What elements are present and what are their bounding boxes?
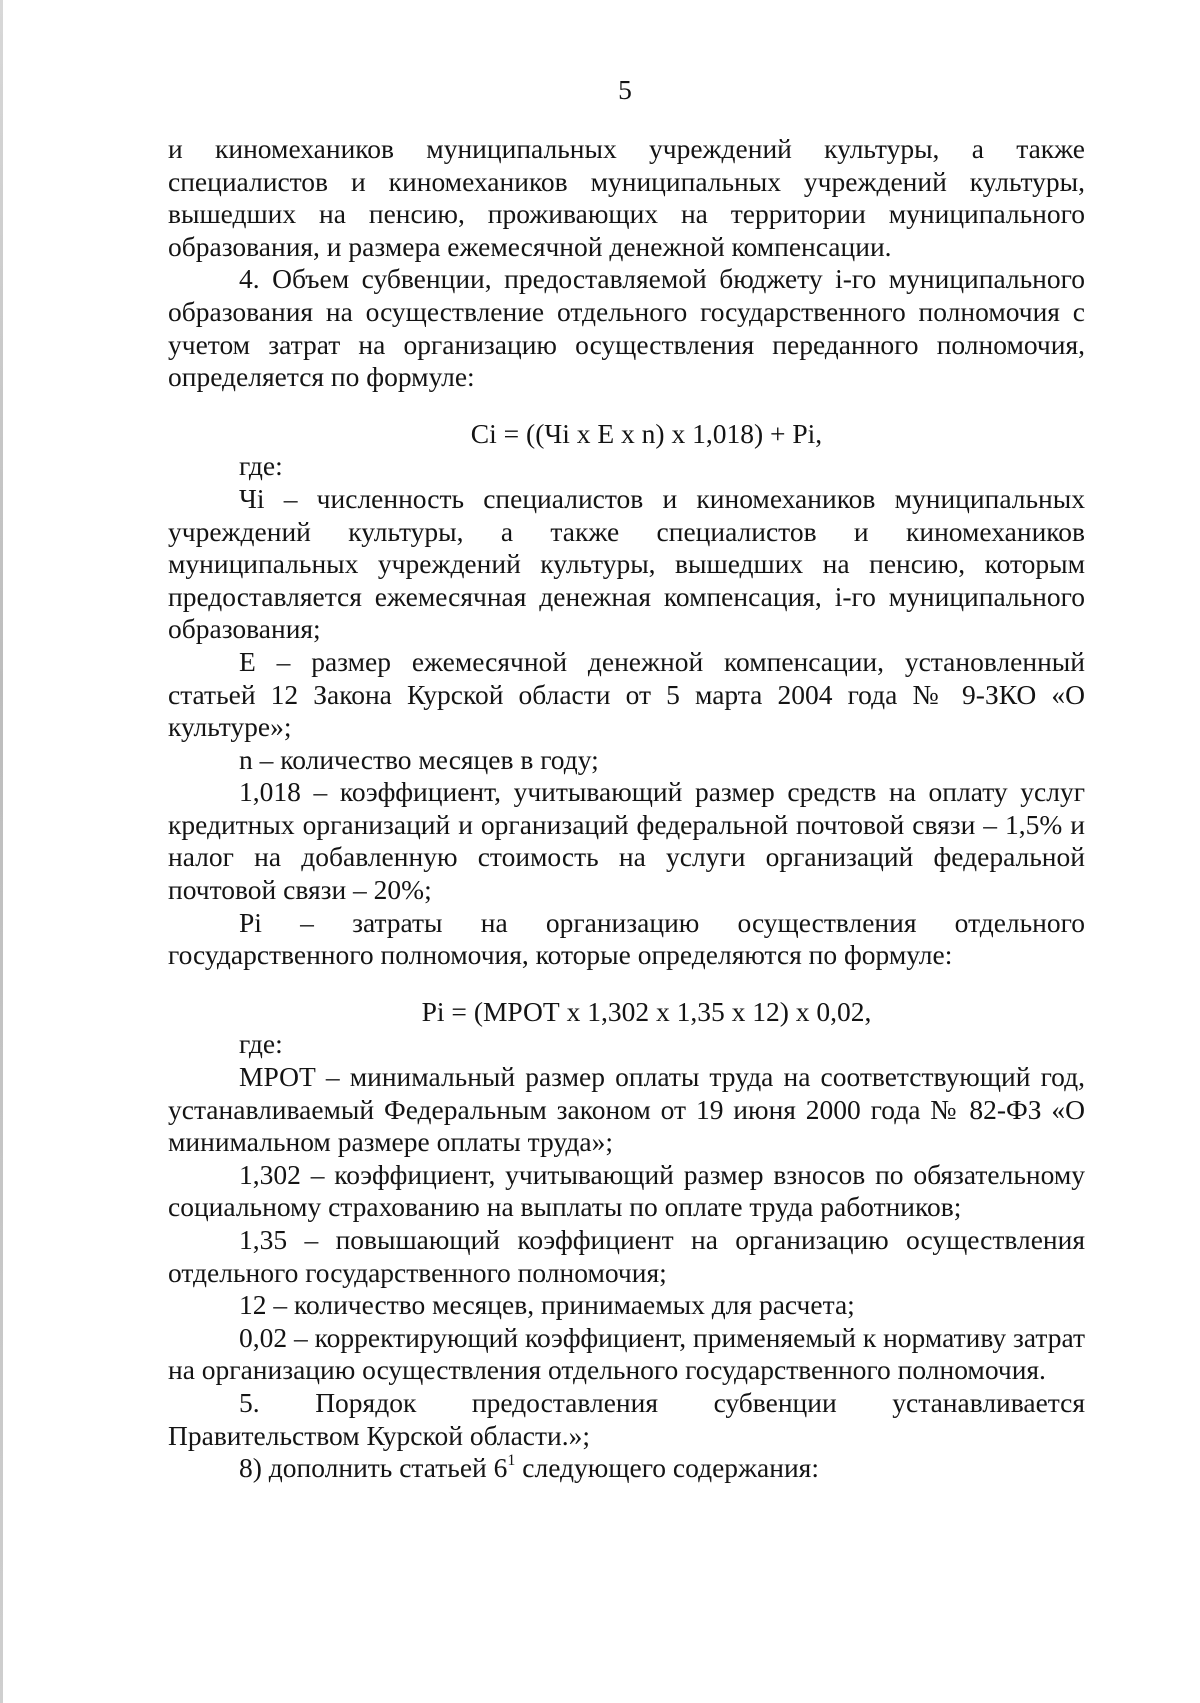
definition-1018: 1,018 – коэффициент, учитывающий размер средств на оплату услуг кредитных организаций и организаций федеральной почтовой связи – 1,5% и налог на добавленную стоимость на услуги организаций федеральной почтовой связи – 20%;: [168, 776, 1085, 906]
where-label-2: где:: [239, 1028, 283, 1060]
formula-costs: Pi = (МРОТ x 1,302 x 1,35 x 12) x 0,02,: [421, 995, 872, 1027]
definition-pi: Pi – затраты на организацию осуществления отдельного государственного полномочия, которые определяются по формуле:: [168, 906, 1085, 971]
paragraph-item-5: 5. Порядок предоставления субвенции устанавливается Правительством Курской области.»;: [168, 1386, 1085, 1451]
where-label: где:: [239, 450, 283, 482]
scan-edge: [0, 0, 3, 1703]
page-number: 5: [618, 74, 632, 105]
item-8-text: 8) дополнить статьей 6: [239, 1452, 508, 1484]
item-8-text-end: следующего содержания:: [515, 1452, 819, 1484]
definition-135: 1,35 – повышающий коэффициент на организацию осуществления отдельного государственного полномочия;: [168, 1224, 1085, 1288]
article-superscript: 1: [507, 1452, 516, 1470]
definition-chi: Чi – численность специалистов и киномехаников муниципальных учреждений культуры, а также специалистов и киномехаников муниципальных учреждений культуры, вышедших на пенсию, которым предоставляется ежемесячная денежная компенсация, i-го муниципального образования;: [168, 482, 1085, 645]
paragraph-item-4: 4. Объем субвенции, предоставляемой бюджету i-го муниципального образования на осуществление отдельного государственного полномочия с учетом затрат на организацию осуществления переданного полномочия, определяется по формуле:: [168, 263, 1085, 393]
paragraph-continuation: и киномехаников муниципальных учреждений культуры, а также специалистов и киномехаников муниципальных учреждений культуры, вышедших на пенсию, проживающих на территории муниципального образования, и размера ежемесячной денежной компенсации.: [168, 133, 1085, 262]
definition-12: 12 – количество месяцев, принимаемых для расчета;: [239, 1289, 855, 1321]
definition-mrot: МРОТ – минимальный размер оплаты труда на соответствующий год, устанавливаемый Федеральным законом от 19 июня 2000 года № 82-ФЗ «О минимальном размере оплаты труда»;: [168, 1061, 1085, 1158]
document-body: [168, 133, 1085, 1485]
definition-e: E – размер ежемесячной денежной компенсации, установленный статьей 12 Закона Курской области от 5 марта 2004 года № 9-ЗКО «О культуре»;: [168, 645, 1085, 743]
formula-subvention: Ci = ((Чi x E x n) x 1,018) + Pi,: [470, 417, 823, 449]
definition-002: 0,02 – корректирующий коэффициент, применяемый к нормативу затрат на организацию осуществления отдельного государственного полномочия.: [168, 1321, 1085, 1386]
definition-n: n – количество месяцев в году;: [239, 743, 599, 775]
paragraph-item-8: [168, 1452, 1085, 1485]
definition-1302: 1,302 – коэффициент, учитывающий размер взносов по обязательному социальному страхованию на выплаты по оплате труда работников;: [168, 1158, 1085, 1223]
